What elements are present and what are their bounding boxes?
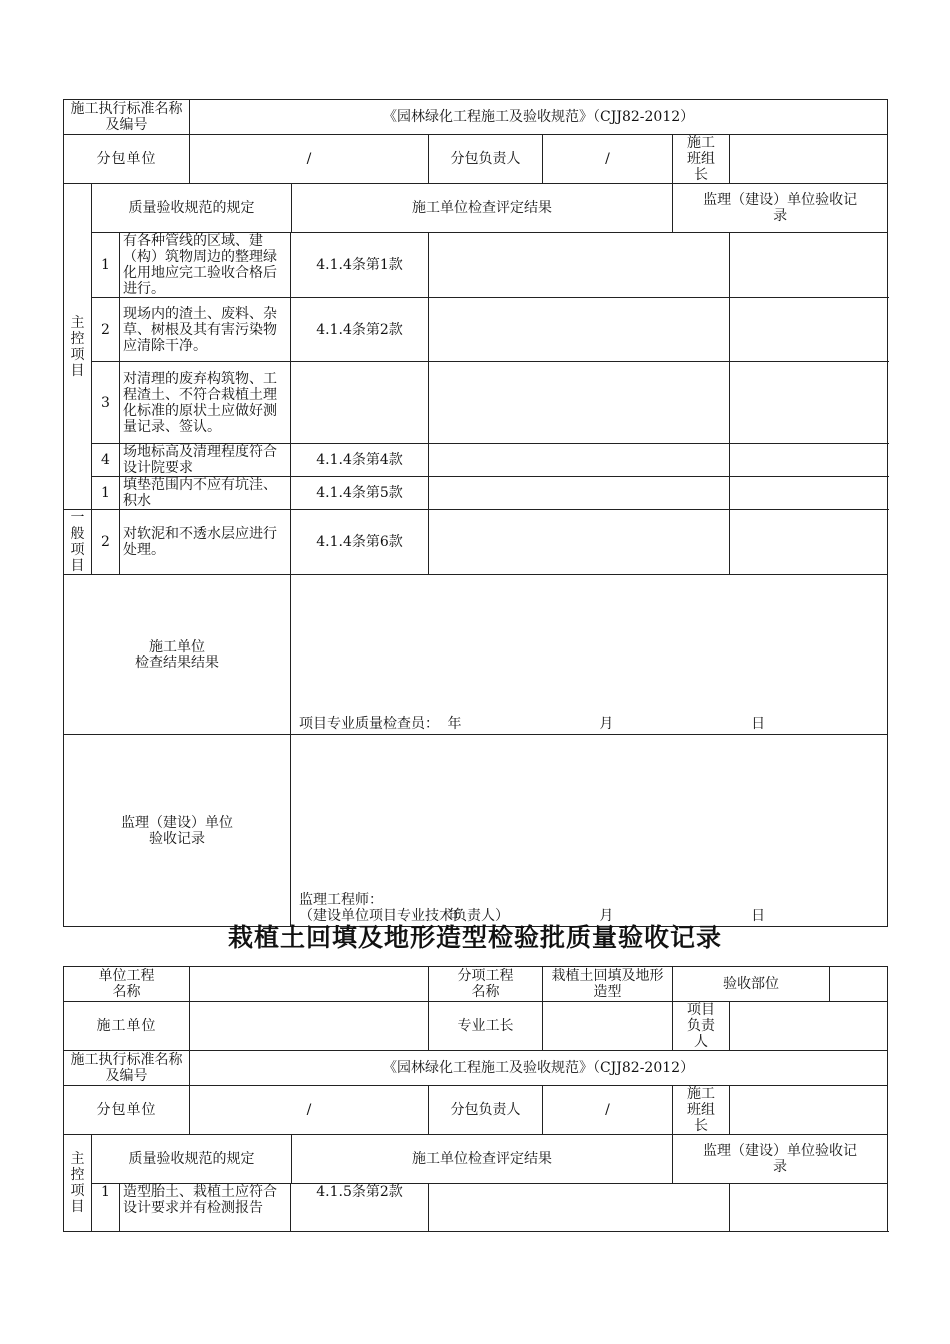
- general-item-no: 2: [92, 510, 120, 575]
- form-2-title: 栽植土回填及地形造型检验批质量验收记录: [227, 923, 722, 952]
- main-item-clause: 4.1.5条第2款: [291, 1184, 429, 1232]
- main-group-label: [64, 1135, 92, 1232]
- main-item-clause: 4.1.4条第4款: [291, 444, 429, 477]
- unit-project-label: 单位工程名称: [64, 967, 190, 1002]
- team-leader-label: 施工班组长: [673, 135, 730, 184]
- header-spec: 质量验收规范的规定: [92, 1135, 292, 1184]
- header-construction-result: 施工单位检查评定结果: [292, 1135, 673, 1184]
- header-supervision-record: 监理（建设）单位验收记录: [673, 184, 888, 233]
- main-item-clause: 4.1.4条第1款: [291, 233, 429, 298]
- team-leader-label: 施工班组长: [673, 1086, 730, 1135]
- team-leader-value[interactable]: [730, 135, 888, 184]
- main-item-record[interactable]: [730, 298, 888, 362]
- sub-unit-label: 分包单位: [64, 1086, 190, 1135]
- construction-check-label: [64, 575, 291, 735]
- main-item-no: 3: [92, 362, 120, 444]
- construction-check-area[interactable]: [291, 575, 888, 735]
- acceptance-part-label: 验收部位: [673, 967, 830, 1002]
- header-spec: 质量验收规范的规定: [92, 184, 292, 233]
- quality-inspector-label: 项目专业质量检查员：: [299, 716, 440, 732]
- main-group-text: 主控项目: [70, 1151, 85, 1215]
- sub-manager-label: 分包负责人: [429, 1086, 543, 1135]
- general-group-label: [64, 510, 92, 575]
- standard-label: 施工执行标准名称及编号: [64, 100, 190, 135]
- supervision-line1: 监理（建设）单位: [121, 814, 234, 831]
- project-manager-label: 项目负责人: [673, 1002, 730, 1051]
- main-item-text: 有各种管线的区域、建（构）筑物周边的整理绿化用地应完工验收合格后进行。: [120, 233, 291, 298]
- team-leader-value[interactable]: [730, 1086, 888, 1135]
- general-item-result[interactable]: [429, 477, 730, 510]
- foreman-value[interactable]: [543, 1002, 673, 1051]
- construction-check-line2: 检查结果结果: [135, 654, 220, 671]
- general-group-text: 一般项目: [70, 510, 85, 574]
- general-item-clause: 4.1.4条第6款: [291, 510, 429, 575]
- foreman-label: 专业工长: [429, 1002, 543, 1051]
- main-item-result[interactable]: [429, 362, 730, 444]
- main-item-clause: [291, 362, 429, 444]
- acceptance-part-value[interactable]: [830, 967, 888, 1002]
- general-item-text: 填垫范围内不应有坑洼、积水: [120, 477, 291, 510]
- main-group-label: [64, 184, 92, 510]
- sub-unit-value[interactable]: /: [190, 1086, 429, 1135]
- sub-project-value[interactable]: 栽植土回填及地形造型: [543, 967, 673, 1002]
- standard-label: 施工执行标准名称及编号: [64, 1051, 190, 1086]
- project-manager-value[interactable]: [730, 1002, 888, 1051]
- header-supervision-record: 监理（建设）单位验收记录: [673, 1135, 888, 1184]
- form-1: [63, 99, 887, 927]
- main-item-result[interactable]: [429, 1184, 730, 1232]
- construction-unit-label: 施工单位: [64, 1002, 190, 1051]
- main-item-text: 场地标高及清理程度符合设计院要求: [120, 444, 291, 477]
- general-item-result[interactable]: [429, 510, 730, 575]
- main-item-record[interactable]: [730, 1184, 888, 1232]
- main-item-result[interactable]: [429, 444, 730, 477]
- general-item-clause: 4.1.4条第5款: [291, 477, 429, 510]
- main-item-record[interactable]: [730, 233, 888, 298]
- main-item-result[interactable]: [429, 233, 730, 298]
- general-item-text: 对软泥和不透水层应进行处理。: [120, 510, 291, 575]
- general-item-no: 1: [92, 477, 120, 510]
- sub-unit-value[interactable]: /: [190, 135, 429, 184]
- general-item-record[interactable]: [730, 477, 888, 510]
- main-item-record[interactable]: [730, 362, 888, 444]
- main-item-clause: 4.1.4条第2款: [291, 298, 429, 362]
- main-item-no: 4: [92, 444, 120, 477]
- general-item-record[interactable]: [730, 510, 888, 575]
- main-item-text: 造型胎土、栽植土应符合设计要求并有检测报告: [120, 1184, 291, 1232]
- main-item-text: 对清理的废弃构筑物、工程渣土、不符合栽植土理化标准的原状土应做好测量记录、签认。: [120, 362, 291, 444]
- form-2-table: [63, 966, 888, 1232]
- supervision-line2: 验收记录: [149, 830, 206, 847]
- sub-manager-value[interactable]: /: [543, 1086, 673, 1135]
- main-item-no: 1: [92, 233, 120, 298]
- form-2: [63, 966, 887, 1232]
- main-item-no: 1: [92, 1184, 120, 1232]
- main-item-result[interactable]: [429, 298, 730, 362]
- sub-manager-label: 分包负责人: [429, 135, 543, 184]
- standard-value[interactable]: 《园林绿化工程施工及验收规范》（CJJ82-2012）: [190, 1051, 888, 1086]
- main-item-no: 2: [92, 298, 120, 362]
- standard-value[interactable]: 《园林绿化工程施工及验收规范》（CJJ82-2012）: [190, 100, 888, 135]
- main-item-text: 现场内的渣土、废料、杂草、树根及其有害污染物应清除干净。: [120, 298, 291, 362]
- construction-tech-lead-label: （建设单位项目专业技术负责人）: [299, 908, 510, 924]
- main-item-record[interactable]: [730, 444, 888, 477]
- main-group-text: 主控项目: [70, 314, 85, 379]
- supervision-date: 年 月 日: [447, 908, 766, 924]
- construction-check-date: 年 月 日: [447, 716, 766, 732]
- sub-manager-value[interactable]: /: [543, 135, 673, 184]
- unit-project-value[interactable]: [190, 967, 429, 1002]
- header-construction-result: 施工单位检查评定结果: [292, 184, 673, 233]
- sub-project-label: 分项工程名称: [429, 967, 543, 1002]
- supervision-engineer-label: 监理工程师：: [299, 892, 384, 908]
- supervision-label: [64, 735, 291, 927]
- construction-check-line1: 施工单位: [149, 638, 206, 655]
- construction-unit-value[interactable]: [190, 1002, 429, 1051]
- form-1-table: [63, 99, 888, 927]
- sub-unit-label: 分包单位: [64, 135, 190, 184]
- supervision-area[interactable]: [291, 735, 888, 927]
